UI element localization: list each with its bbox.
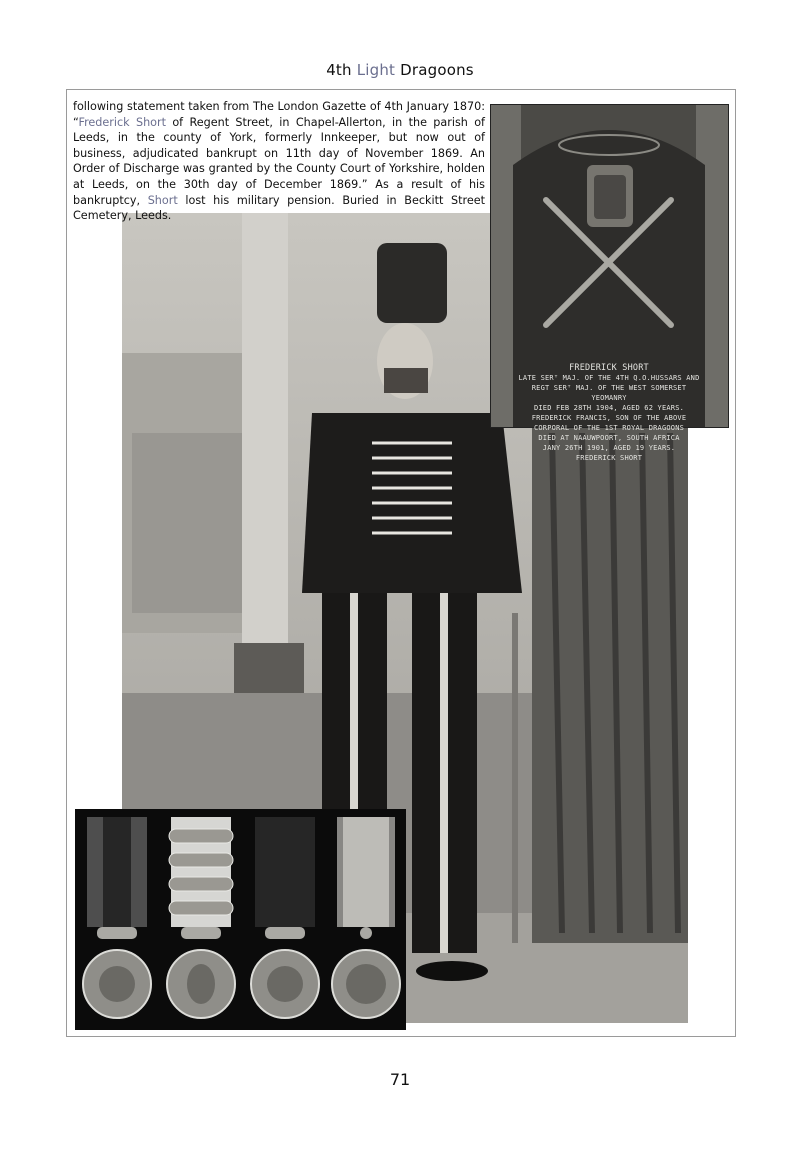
text-segment-2: of Regent Street, in Chapel-Allerton, in the parish of Leeds, in the county of York, formerly Innkeeper, but now out of business, adjudicated bankrupt on 11th day of November 1869. An Order of Discharge was granted by the County Court of Yorkshire, holden at Leeds, on the 30th day of December 1869.” As a result of his bankruptcy,	[73, 115, 485, 207]
medal-ribbon-2	[169, 817, 233, 927]
page-number: 71	[389, 1070, 411, 1089]
medal-ribbon-3	[255, 817, 315, 927]
text-segment-1: following statement taken from The London Gazette of 4th January 1870: “	[73, 100, 485, 129]
inscription-line: FREDERICK FRANCIS, SON OF THE ABOVE	[531, 414, 687, 422]
inscription-line: DIED FEB 28TH 1904, AGED 62 YEARS.	[533, 404, 685, 412]
text-segment-3: lost his military pension. Buried in Beckitt Street Cemetery, Leeds.	[73, 193, 485, 223]
gravestone-photo	[490, 104, 729, 462]
medals-photo	[75, 809, 406, 1030]
header-title-part1: 4th	[326, 61, 357, 79]
body-paragraph	[73, 99, 485, 224]
header-title-accent: Light	[356, 61, 396, 79]
highlighted-name-frederick-short: Frederick Short	[78, 115, 166, 129]
header-title-part2: Dragoons	[395, 61, 474, 79]
inscription-line: CORPORAL OF THE 1ST ROYAL DRAGOONS	[533, 424, 685, 432]
running-header	[0, 61, 800, 79]
highlighted-name-short: Short	[147, 193, 178, 207]
inscription-line: LATE SERᵀ MAJ. OF THE 4TH Q.O.HUSSARS AND	[518, 374, 700, 382]
inscription-line: REGT SERᵀ MAJ. OF THE WEST SOMERSET YEOMANRY	[531, 384, 687, 402]
medal-ribbon-1	[87, 817, 147, 927]
inscription-line: JANY 26TH 1901, AGED 19 YEARS.	[542, 444, 676, 452]
medal-ribbon-4	[337, 817, 395, 927]
inscription-line: FREDERICK SHORT	[569, 363, 649, 373]
inscription-line: FREDERICK SHORT	[575, 454, 643, 462]
gazette-statement	[73, 99, 485, 224]
inscription-line: DIED AT NAAUWPOORT, SOUTH AFRICA	[538, 434, 680, 442]
gravestone-inscription	[513, 363, 705, 463]
